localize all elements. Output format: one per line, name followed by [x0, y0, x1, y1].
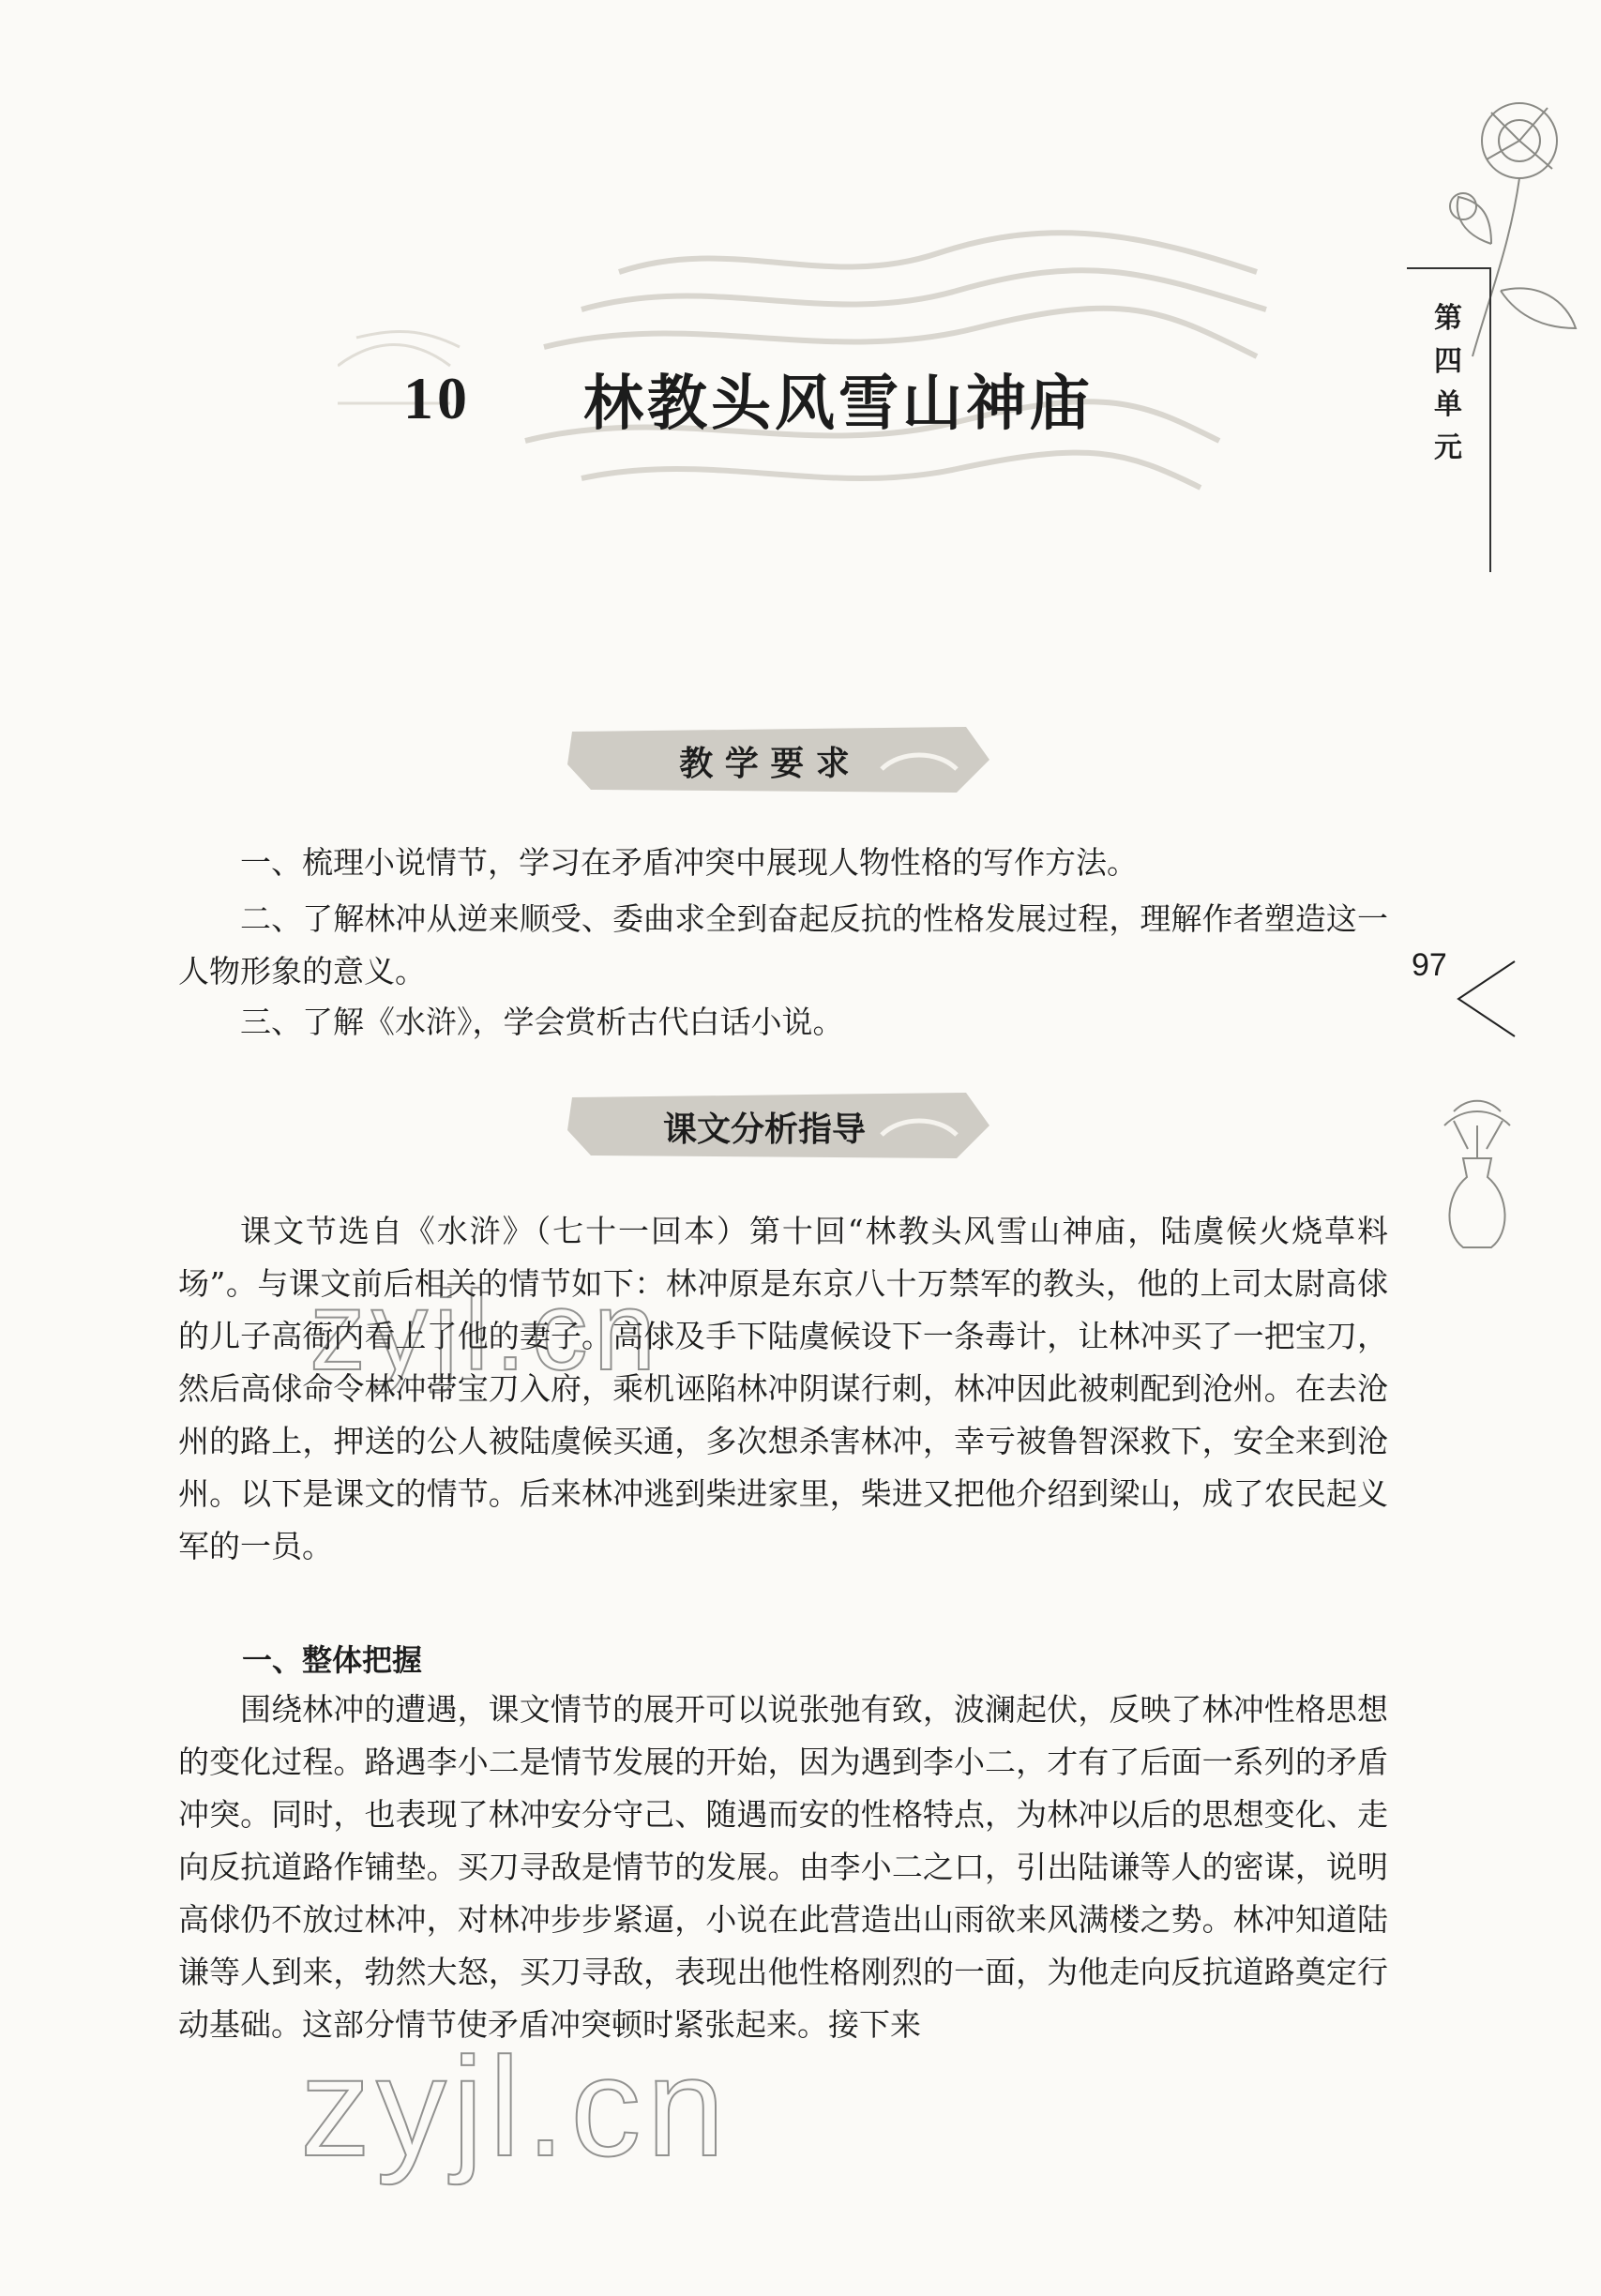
watermark: zyjl.cn	[300, 2028, 731, 2185]
section-heading-requirements: 教 学 要 求	[679, 744, 850, 783]
lesson-number: 10	[403, 365, 471, 431]
page-number: 97	[1412, 947, 1447, 983]
unit-char: 元	[1434, 431, 1462, 464]
analysis-body: 围绕林冲的遭遇，课文情节的展开可以说张弛有致，波澜起伏，反映了林冲性格思想的变化过程。路遇李小二是情节发展的开始，因为遇到李小二，才有了后面一系列的矛盾冲突。同时，也表现了林冲安分守己、随遇而安的性格特点，为林冲以后的思想变化、走向反抗道路作铺垫。买刀寻敌是情节的发展。由李小二之口，引出陆谦等人的密谋，说明高俅仍不放过林冲，对林冲步步紧逼，小说在此营造出山雨欲来风满楼之势。林冲知道陆谦等人到来，勃然大怒，买刀寻敌，表现出他性格刚烈的一面，为他走向反抗道路奠定行动基础。这部分情节使矛盾冲突顿时紧张起来。接下来	[178, 1691, 1388, 2043]
unit-tab	[1407, 267, 1491, 572]
lesson-name: 林教头风雪山神庙	[583, 369, 1094, 439]
requirement-item: 一、梳理小说情节，学习在矛盾冲突中展现人物性格的写作方法。	[240, 844, 1138, 881]
requirement-item: 二、了解林冲从逆来顺受、委曲求全到奋起反抗的性格发展过程，理解作者塑造这一人物形象的意义。	[178, 900, 1388, 989]
watermark: zyjl.cn	[310, 1268, 662, 1394]
requirement-item: 三、了解《水浒》，学会赏析古代白话小说。	[240, 1004, 844, 1040]
unit-char: 单	[1434, 388, 1462, 421]
unit-char: 第	[1434, 302, 1462, 335]
chevron-mark	[1454, 957, 1519, 1041]
vase-ornament	[1426, 1093, 1529, 1257]
analysis-intro: 课文节选自《水浒》（七十一回本）第十回“林教头风雪山神庙，陆虞候火烧草料场”。与课文前后相关的情节如下：林冲原是东京八十万禁军的教头，他的上司太尉高俅的儿子高衙内看上了他的妻子。高俅及手下陆虞候设下一条毒计，让林冲买了一把宝刀，然后高俅命令林冲带宝刀入府，乘机诬陷林冲阴谋行刺，林冲因此被刺配到沧州。在去沧州的路上，押送的公人被陆虞候买通，多次想杀害林冲，幸亏被鲁智深救下，安全来到沧州。以下是课文的情节。后来林冲逃到柴进家里，柴进又把他介绍到梁山，成了农民起义军的一员。	[178, 1213, 1388, 1564]
section-heading-analysis: 课文分析指导	[662, 1110, 866, 1149]
subheading-overview: 一、整体把握	[242, 1642, 423, 1678]
lesson-title	[403, 347, 1094, 450]
unit-char: 四	[1434, 345, 1462, 378]
